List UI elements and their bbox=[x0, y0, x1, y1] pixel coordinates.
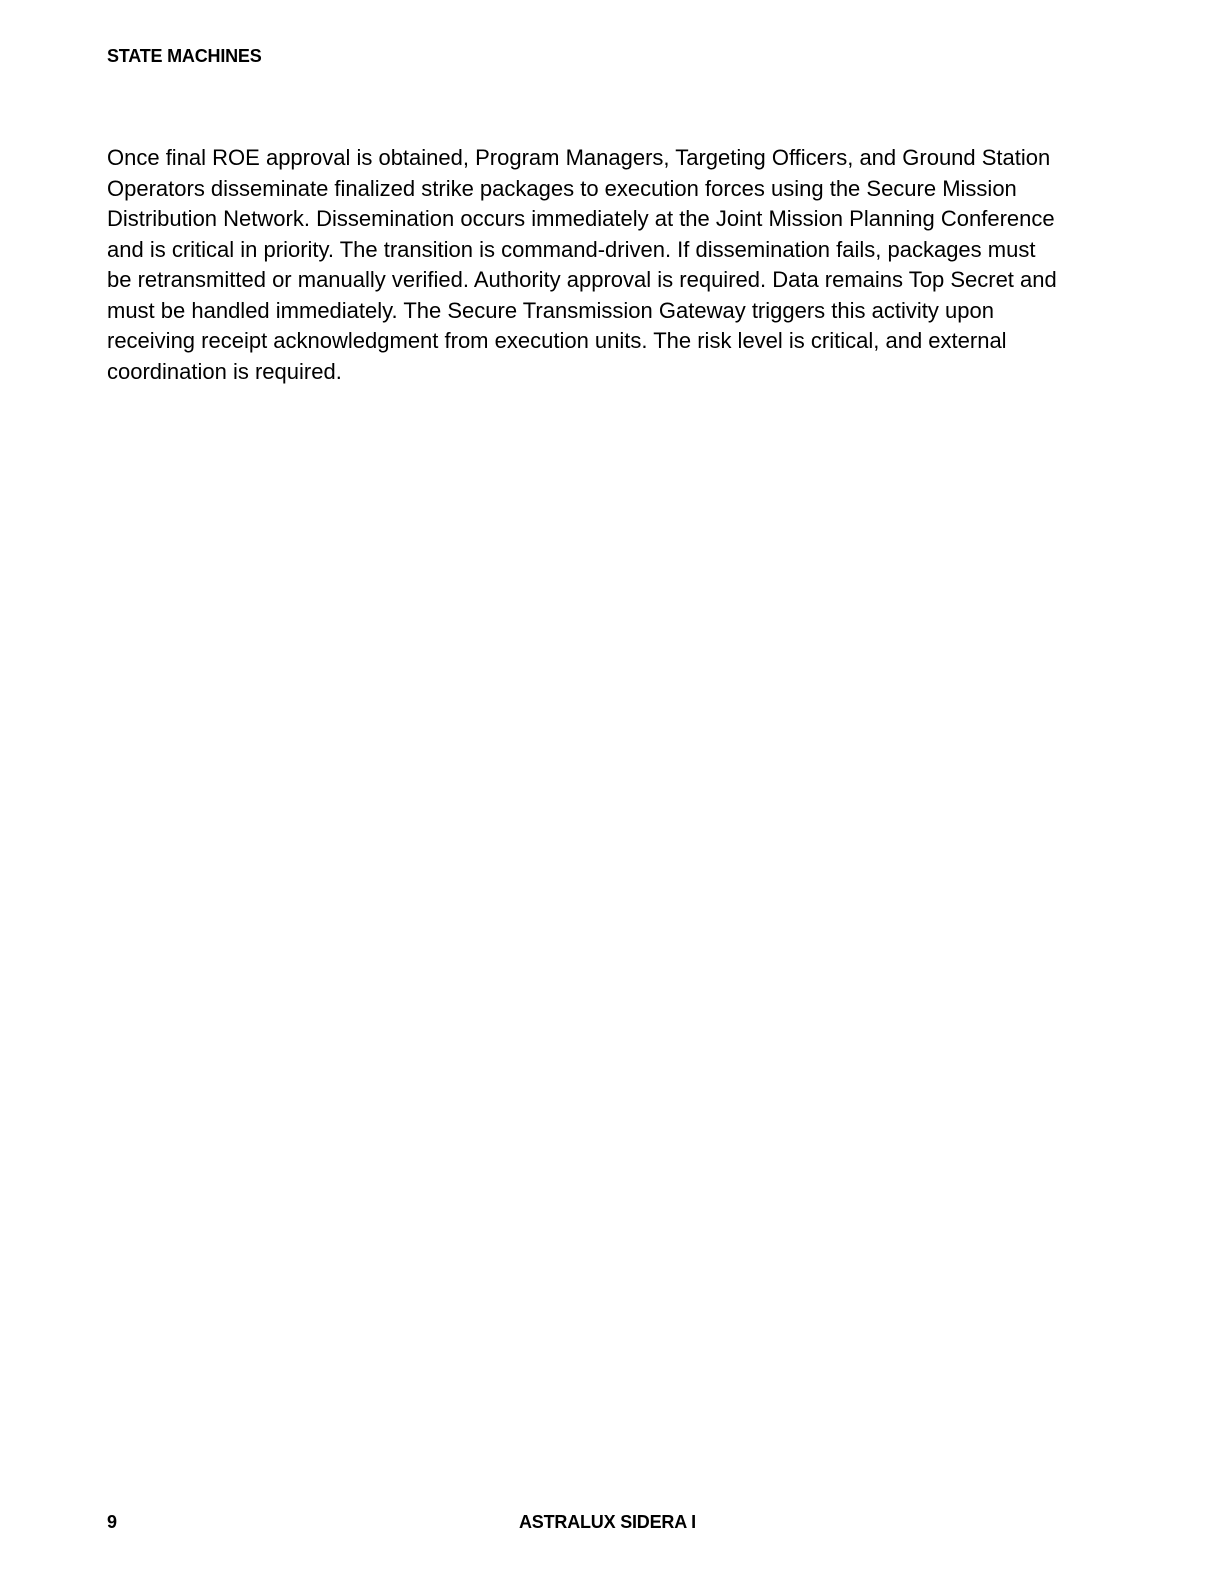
footer-document-title: ASTRALUX SIDERA I bbox=[519, 1512, 696, 1532]
page-number: 9 bbox=[107, 1512, 118, 1532]
paragraph-line: Operators disseminate finalized strike packages to execution forces using the Secure Mission bbox=[107, 175, 1017, 201]
paragraph-line: Distribution Network. Dissemination occurs immediately at the Joint Mission Planning Conference bbox=[107, 206, 1055, 231]
body-paragraph bbox=[107, 143, 1117, 387]
paragraph-line: receiving receipt acknowledgment from execution units. The risk level is critical, and external bbox=[107, 328, 1007, 353]
paragraph-line: be retransmitted or manually verified. Authority approval is required. Data remains Top Secret and bbox=[107, 267, 1057, 292]
section-header: STATE MACHINES bbox=[107, 46, 262, 66]
paragraph-line: and is critical in priority. The transition is command-driven. If dissemination fails, packages must bbox=[107, 236, 1036, 262]
paragraph-line: coordination is required. bbox=[107, 358, 342, 384]
paragraph-line: must be handled immediately. The Secure Transmission Gateway triggers this activity upon bbox=[107, 297, 994, 323]
paragraph-line: Once final ROE approval is obtained, Program Managers, Targeting Officers, and Ground Station bbox=[107, 145, 1051, 170]
